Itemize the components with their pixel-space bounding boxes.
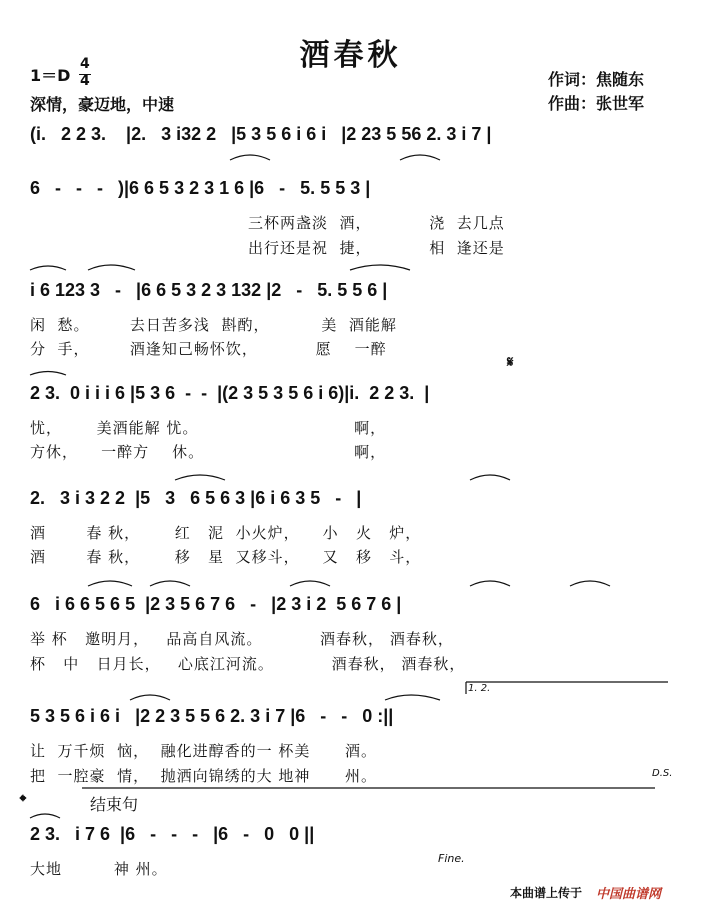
lyrics-row-6-verse-1: 举 杯 邀明月， 品高自风流。 酒春秋， 酒春秋， [30,630,454,648]
lyrics-row-7-verse-2: 把 一腔豪 情， 抛洒向锦绣的大 地神 州。 [30,767,377,785]
key-signature: 1＝D [30,66,71,85]
lyricist: 作词：焦随东 [548,70,645,89]
slur [30,814,60,818]
lyrics-row-3-verse-2: 分 手， 酒逢知己畅怀饮， 愿 一醉 [30,340,387,358]
lyrics-row-5-verse-2: 酒 春 秋， 移 星 又移斗， 又 移 斗， [30,548,422,566]
slur [88,265,135,270]
slur [30,372,66,376]
lyrics-row-2-verse-1: 三杯两盏淡 酒， 浇 去几点 [248,214,505,232]
lyrics-row-5-verse-1: 酒 春 秋， 红 泥 小火炉， 小 火 炉， [30,524,422,542]
lyrics-row-6-verse-2: 杯 中 日月长， 心底江河流。 酒春秋， 酒春秋， [30,655,466,673]
slur [175,475,225,480]
slur [130,695,170,700]
slur [88,581,132,586]
lyrics-row-7-verse-1: 让 万千烦 恼， 融化进醇香的一 杯美 酒。 [30,742,377,760]
time-signature-top: 4 [80,56,90,72]
lyrics-row-8-verse-1: 大地 神 州。 [30,860,168,878]
slur [150,581,190,586]
slur [470,581,510,586]
tempo-marking: 深情，豪迈地，中速 [30,95,175,114]
slur [290,581,330,586]
score-row-7: 5 3 5 6 i 6 i |2 2 3 5 5 6 2. 3 i 7 |6 - - 0 :|| [30,706,394,726]
volta-label: 1. 2. [468,683,491,694]
score-row-5: 2. 3 i 3 2 2 |5 3 6 5 6 3 |6 i 6 3 5 - | [30,488,362,508]
lyrics-row-4-verse-1: 忧， 美酒能解 忧。 啊， [30,419,387,437]
slur [230,155,270,160]
ending-label: 结束句 [90,795,139,814]
score-row-8: 2 3. i 7 6 |6 - - - |6 - 0 0 || [30,824,315,844]
score-row-4: 2 3. 0 i i i 6 |5 3 6 - - |(2 3 5 3 5 6 i 6)|i. 2 2 3. | [30,383,430,403]
lyrics-row-3-verse-1: 闲 愁。 去日苦多浅 斟酌， 美 酒能解 [30,316,397,334]
slur [350,265,410,270]
slur [385,695,440,700]
song-title: 酒春秋 [299,38,402,73]
slur [570,581,610,586]
composer: 作曲：张世军 [548,94,645,113]
score-row-3: i 6 123 3 - |6 6 5 3 2 3 132 |2 - 5. 5 5 6 | [30,280,388,300]
time-signature-bottom: 4 [80,73,90,89]
slur [400,155,440,160]
lyrics-row-4-verse-2: 方休， 一醉方 休。 啊， [30,443,387,461]
site-logo[interactable]: 中国曲谱网 [596,887,662,902]
lyrics-row-2-verse-2: 出行还是祝 捷， 相 逢还是 [248,239,505,257]
segno-sign: 𝄋 [507,353,514,371]
score-row-2: 6 - - - )|6 6 5 3 2 3 1 6 |6 - 5. 5 5 3 | [30,178,371,198]
slur [470,475,510,480]
fine-mark: Fine. [438,852,465,865]
footer-upload-text: 本曲谱上传于 [510,886,583,900]
coda-sign: 𝄌 [20,792,26,812]
score-row-1: (i. 2 2 3. |2. 3 i32 2 |5 3 5 6 i 6 i |2 23 5 56 2. 3 i 7 | [30,124,492,144]
slur [30,266,66,270]
score-row-6: 6 i 6 6 5 6 5 |2 3 5 6 7 6 - |2 3 i 2 5 6 7 6 | [30,594,402,614]
dal-segno-mark: D.S. [652,768,673,779]
